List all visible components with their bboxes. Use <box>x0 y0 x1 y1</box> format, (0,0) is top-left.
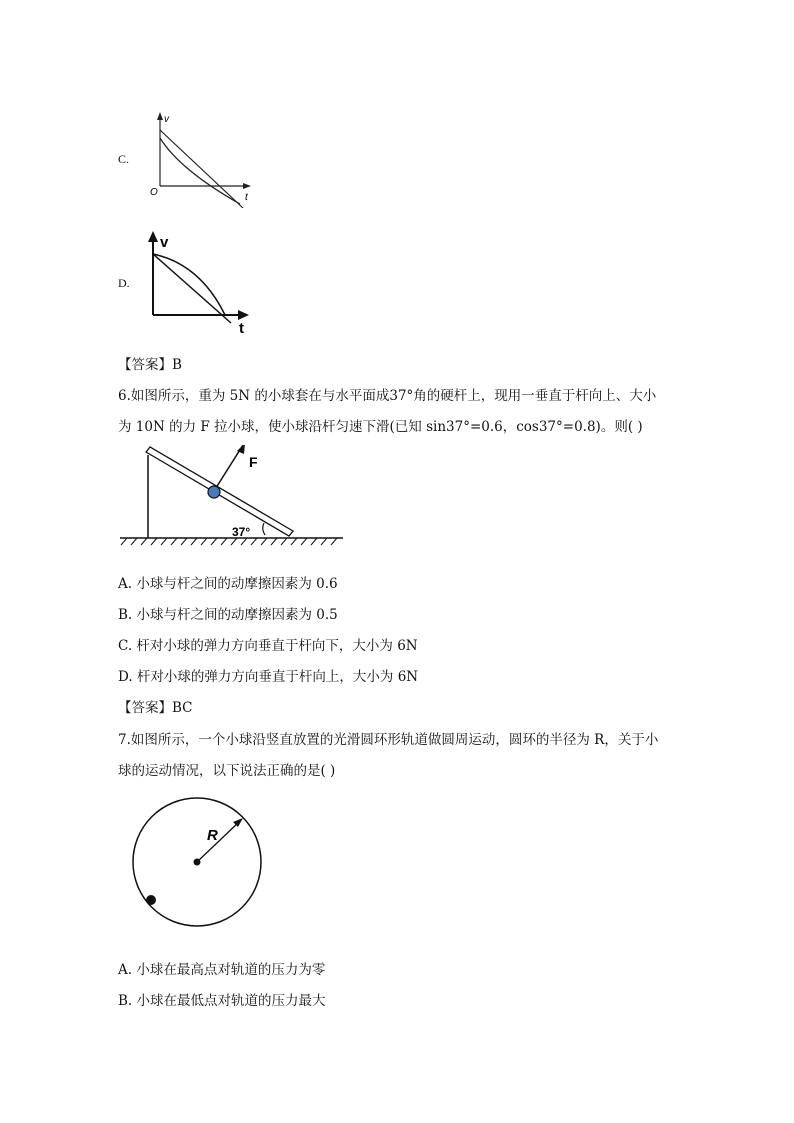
c-origin-label: O <box>150 187 158 198</box>
d-v-arrow <box>148 231 158 242</box>
d-straight-line <box>153 254 231 323</box>
q6-incline-figure <box>115 445 350 550</box>
q6-option-c: C. 杆对小球的弹力方向垂直于杆向下，大小为 6N <box>118 638 418 654</box>
c-v-arrow <box>157 112 163 120</box>
angle-arc <box>263 523 265 535</box>
c-t-label: t <box>245 192 248 203</box>
radius-line <box>197 821 240 862</box>
q6-stem-line2: 为 10N 的力 F 拉小球，使小球沿杆匀速下滑(已知 sin37°=0.6，cos37°=0.8)。则( ) <box>118 419 643 435</box>
d-t-arrow <box>238 310 249 320</box>
q7-stem-line2: 球的运动情况，以下说法正确的是( ) <box>118 763 336 779</box>
q7-stem-line1: 7.如图所示，一个小球沿竖直放置的光滑圆环形轨道做圆周运动，圆环的半径为 R，关于小 <box>118 732 659 748</box>
ground-hatching <box>121 538 337 545</box>
angle-label: 37° <box>232 525 251 539</box>
track-ball <box>146 895 156 905</box>
force-label: F <box>249 454 258 470</box>
force-arrow <box>214 445 243 491</box>
c-straight-line <box>160 130 243 208</box>
q6-option-b: B. 小球与杆之间的动摩擦因素为 0.5 <box>118 607 338 623</box>
q6-option-a: A. 小球与杆之间的动摩擦因素为 0.6 <box>118 576 338 592</box>
c-v-label: v <box>164 114 169 125</box>
option-c-label: C. <box>118 152 130 166</box>
q6-stem-line1: 6.如图所示，重为 5N 的小球套在与水平面成37°角的硬杆上，现用一垂直于杆向上、大小 <box>118 388 657 404</box>
small-ball <box>208 486 220 498</box>
c-t-arrow <box>243 183 251 189</box>
option-d-vt-graph <box>140 228 255 336</box>
q7-option-b: B. 小球在最低点对轨道的压力最大 <box>118 993 326 1009</box>
option-c-vt-graph <box>145 108 260 208</box>
q7-option-a: A. 小球在最高点对轨道的压力为零 <box>118 962 326 978</box>
d-t-label: t <box>239 320 244 336</box>
d-v-label: v <box>160 234 169 251</box>
radius-label: R <box>207 827 218 844</box>
q6-answer: 【答案】BC <box>118 700 193 716</box>
option-d-label: D. <box>118 276 130 290</box>
q6-option-d: D. 杆对小球的弹力方向垂直于杆向上，大小为 6N <box>118 669 419 685</box>
q7-circle-figure <box>128 792 268 932</box>
q5-answer: 【答案】B <box>118 357 182 373</box>
